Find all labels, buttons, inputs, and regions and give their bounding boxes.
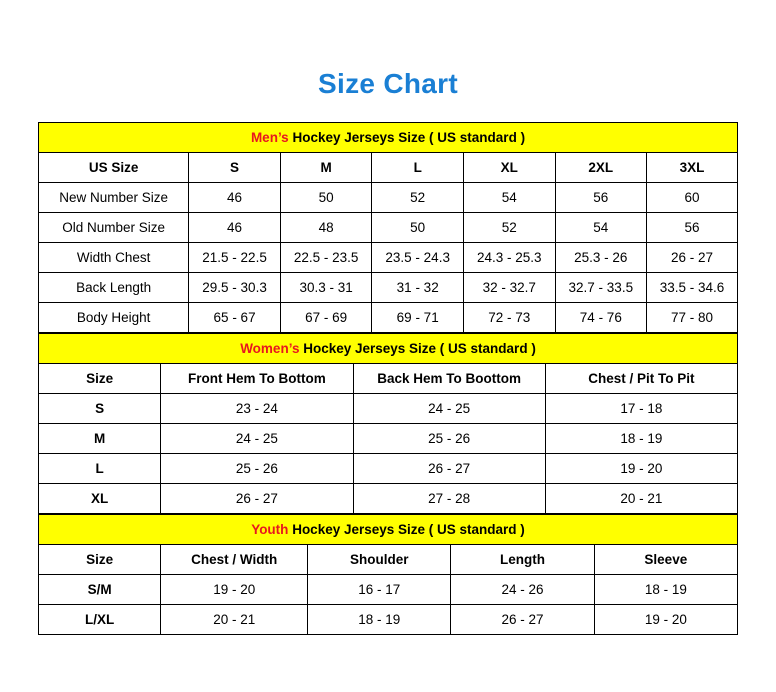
row-label: S [39, 394, 161, 424]
table-cell: 50 [372, 213, 464, 243]
mens-banner-row [39, 123, 738, 153]
table-cell: 72 - 73 [463, 303, 555, 333]
youth-header-cell: Sleeve [594, 545, 737, 575]
table-cell: 74 - 76 [555, 303, 647, 333]
table-cell: 18 - 19 [545, 424, 737, 454]
row-label: Width Chest [39, 243, 189, 273]
table-cell: 60 [647, 183, 738, 213]
mens-header-cell: US Size [39, 153, 189, 183]
table-cell: 26 - 27 [451, 605, 594, 635]
table-cell: 46 [189, 213, 281, 243]
table-cell: 32 - 32.7 [463, 273, 555, 303]
page-title: Size Chart [318, 68, 458, 99]
youth-header-cell: Chest / Width [161, 545, 308, 575]
womens-header-cell: Back Hem To Boottom [353, 364, 545, 394]
table-cell: 65 - 67 [189, 303, 281, 333]
mens-header-cell: L [372, 153, 464, 183]
table-row [39, 213, 738, 243]
row-label: XL [39, 484, 161, 514]
mens-header-cell: XL [463, 153, 555, 183]
womens-banner-rest: Hockey Jerseys Size ( US standard ) [299, 341, 536, 356]
mens-banner-accent: Men’s [250, 130, 289, 145]
youth-header-cell: Length [451, 545, 594, 575]
table-cell: 24 - 26 [451, 575, 594, 605]
mens-banner-cell [39, 123, 738, 153]
mens-header-cell: S [189, 153, 281, 183]
mens-banner-rest: Hockey Jerseys Size ( US standard ) [288, 130, 526, 145]
table-cell: 29.5 - 30.3 [189, 273, 281, 303]
table-cell: 20 - 21 [545, 484, 737, 514]
table-row [39, 273, 738, 303]
table-cell: 19 - 20 [545, 454, 737, 484]
womens-header-cell: Size [39, 364, 161, 394]
youth-header-cell: Shoulder [308, 545, 451, 575]
table-row [39, 484, 738, 514]
table-row [39, 394, 738, 424]
table-cell: 52 [463, 213, 555, 243]
table-cell: 56 [555, 183, 647, 213]
table-cell: 22.5 - 23.5 [280, 243, 372, 273]
row-label: Back Length [39, 273, 189, 303]
table-cell: 30.3 - 31 [280, 273, 372, 303]
mens-header-row [39, 153, 738, 183]
table-cell: 31 - 32 [372, 273, 464, 303]
youth-banner-cell [39, 515, 738, 545]
row-label: L/XL [39, 605, 161, 635]
table-cell: 77 - 80 [647, 303, 738, 333]
table-cell: 32.7 - 33.5 [555, 273, 647, 303]
table-cell: 24 - 25 [353, 394, 545, 424]
table-cell: 24.3 - 25.3 [463, 243, 555, 273]
table-cell: 67 - 69 [280, 303, 372, 333]
table-cell: 19 - 20 [161, 575, 308, 605]
table-cell: 23.5 - 24.3 [372, 243, 464, 273]
table-cell: 25 - 26 [353, 424, 545, 454]
table-cell: 52 [372, 183, 464, 213]
table-cell: 33.5 - 34.6 [647, 273, 738, 303]
table-cell: 24 - 25 [161, 424, 353, 454]
table-cell: 56 [647, 213, 738, 243]
table-cell: 21.5 - 22.5 [189, 243, 281, 273]
table-cell: 25.3 - 26 [555, 243, 647, 273]
table-cell: 54 [463, 183, 555, 213]
row-label: L [39, 454, 161, 484]
table-row [39, 183, 738, 213]
table-cell: 16 - 17 [308, 575, 451, 605]
table-cell: 19 - 20 [594, 605, 737, 635]
mens-size-table [38, 122, 738, 333]
table-row [39, 575, 738, 605]
table-row [39, 424, 738, 454]
womens-header-cell: Front Hem To Bottom [161, 364, 353, 394]
table-cell: 48 [280, 213, 372, 243]
table-cell: 26 - 27 [161, 484, 353, 514]
table-cell: 23 - 24 [161, 394, 353, 424]
table-row [39, 454, 738, 484]
row-label: S/M [39, 575, 161, 605]
mens-header-cell: 2XL [555, 153, 647, 183]
womens-banner-row [39, 334, 738, 364]
youth-header-row [39, 545, 738, 575]
womens-banner-cell [39, 334, 738, 364]
table-cell: 18 - 19 [308, 605, 451, 635]
row-label: New Number Size [39, 183, 189, 213]
table-cell: 20 - 21 [161, 605, 308, 635]
table-cell: 26 - 27 [353, 454, 545, 484]
womens-size-table [38, 333, 738, 514]
table-row [39, 243, 738, 273]
table-cell: 69 - 71 [372, 303, 464, 333]
youth-banner-accent: Youth [251, 522, 289, 537]
table-cell: 25 - 26 [161, 454, 353, 484]
table-cell: 17 - 18 [545, 394, 737, 424]
youth-banner-row [39, 515, 738, 545]
mens-header-cell: M [280, 153, 372, 183]
mens-header-cell: 3XL [647, 153, 738, 183]
womens-banner-accent: Women’s [240, 341, 300, 356]
row-label: Old Number Size [39, 213, 189, 243]
size-chart-container [0, 100, 776, 635]
row-label: M [39, 424, 161, 454]
table-cell: 26 - 27 [647, 243, 738, 273]
womens-header-row [39, 364, 738, 394]
table-cell: 50 [280, 183, 372, 213]
youth-size-table [38, 514, 738, 635]
table-row [39, 303, 738, 333]
table-cell: 54 [555, 213, 647, 243]
table-row [39, 605, 738, 635]
row-label: Body Height [39, 303, 189, 333]
table-cell: 27 - 28 [353, 484, 545, 514]
youth-header-cell: Size [39, 545, 161, 575]
womens-header-cell: Chest / Pit To Pit [545, 364, 737, 394]
table-cell: 18 - 19 [594, 575, 737, 605]
youth-banner-rest: Hockey Jerseys Size ( US standard ) [288, 522, 525, 537]
table-cell: 46 [189, 183, 281, 213]
